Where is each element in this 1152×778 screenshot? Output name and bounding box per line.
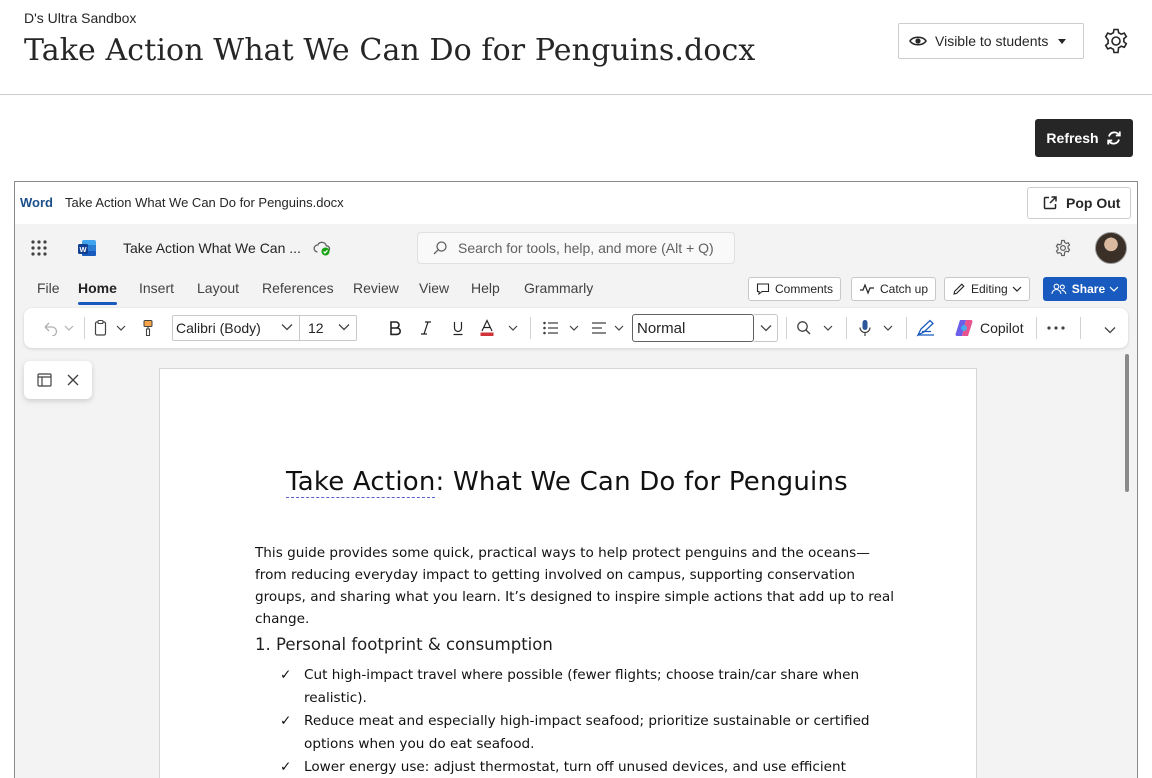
chevron-down-icon bbox=[760, 324, 772, 332]
word-title-bar bbox=[15, 224, 1137, 272]
chevron-down-icon bbox=[338, 323, 350, 331]
copilot-button[interactable] bbox=[954, 316, 1034, 340]
document-viewer-frame bbox=[14, 181, 1138, 778]
refresh-icon bbox=[1106, 130, 1122, 146]
pencil-icon bbox=[952, 282, 966, 296]
tab-home[interactable]: Home bbox=[78, 280, 117, 296]
tab-grammarly[interactable]: Grammarly bbox=[524, 280, 594, 296]
undo-button[interactable] bbox=[38, 316, 78, 340]
chevron-down-icon bbox=[281, 323, 293, 331]
search-icon bbox=[432, 240, 448, 256]
heading-rest: : What We Can Do for Penguins bbox=[435, 467, 848, 497]
list-item-text: Lower energy use: adjust thermostat, turn off unused devices, and use efficient bbox=[304, 759, 846, 775]
check-mark-icon: ✓ bbox=[280, 759, 292, 775]
underline-icon bbox=[451, 320, 465, 336]
cloud-saved-icon[interactable] bbox=[313, 239, 331, 257]
word-online-app bbox=[15, 224, 1137, 778]
ribbon-toolbar bbox=[24, 308, 1128, 348]
toolbar-divider bbox=[1036, 317, 1037, 339]
style-value: Normal bbox=[637, 319, 686, 337]
italic-button[interactable] bbox=[415, 316, 437, 340]
copilot-label: Copilot bbox=[980, 320, 1024, 336]
paste-button[interactable] bbox=[90, 316, 130, 340]
word-logo-icon bbox=[77, 238, 97, 258]
toolbar-divider bbox=[786, 317, 787, 339]
visibility-label: Visible to students bbox=[935, 33, 1049, 49]
chevron-down-icon bbox=[1012, 286, 1022, 292]
search-input[interactable] bbox=[417, 232, 735, 264]
tab-references[interactable]: References bbox=[262, 280, 334, 296]
refresh-label: Refresh bbox=[1046, 130, 1099, 146]
eye-icon bbox=[909, 34, 927, 48]
people-icon bbox=[1051, 282, 1067, 296]
share-button[interactable] bbox=[1043, 277, 1127, 301]
pop-out-icon bbox=[1042, 195, 1058, 211]
alignment-button[interactable] bbox=[590, 316, 628, 340]
chevron-down-icon bbox=[1109, 286, 1119, 292]
paintbrush-icon bbox=[141, 319, 155, 337]
pop-out-button[interactable] bbox=[1027, 187, 1131, 219]
clipboard-icon bbox=[93, 319, 127, 337]
copilot-icon bbox=[954, 318, 974, 338]
vertical-scrollbar[interactable] bbox=[1125, 354, 1129, 492]
document-intro-paragraph: This guide provides some quick, practical ways to help protect penguins and the oceans—from reducing everyday impact to getting involved on campus, supporting conservation groups, and sharing what you learn. It’s designed to inspire simple actions that add up to real change. bbox=[255, 545, 895, 627]
lms-header bbox=[0, 0, 1152, 95]
search-icon bbox=[796, 320, 836, 336]
styles-expand-button[interactable] bbox=[754, 314, 778, 342]
editing-mode-button[interactable] bbox=[944, 277, 1030, 301]
toolbar-divider bbox=[1080, 317, 1081, 339]
activity-icon bbox=[859, 283, 875, 295]
list-item-text: Cut high-impact travel where possible (fewer flights; choose train/car share when realistic). bbox=[304, 667, 860, 706]
comments-button[interactable] bbox=[748, 277, 841, 301]
bold-icon bbox=[388, 320, 402, 336]
share-label: Share bbox=[1071, 282, 1106, 296]
microphone-icon bbox=[856, 319, 896, 337]
editor-pen-icon bbox=[916, 319, 936, 337]
word-document-name[interactable]: Take Action What We Can ... bbox=[123, 240, 301, 256]
tab-view[interactable]: View bbox=[419, 280, 450, 296]
chevron-down-icon bbox=[1104, 326, 1116, 334]
caret-down-icon bbox=[1058, 39, 1066, 44]
more-icon bbox=[1046, 325, 1066, 331]
svg-text:W: W bbox=[79, 245, 87, 254]
gear-icon[interactable] bbox=[1102, 27, 1130, 55]
list-item-text: Reduce meat and especially high-impact seafood; prioritize sustainable or certified options when you do eat seafood. bbox=[304, 713, 870, 752]
comments-label: Comments bbox=[775, 282, 834, 296]
tab-insert[interactable]: Insert bbox=[139, 280, 175, 296]
bullets-button[interactable] bbox=[540, 316, 584, 340]
comment-icon bbox=[756, 282, 770, 296]
editor-button[interactable] bbox=[914, 316, 938, 340]
ribbon-tabs bbox=[15, 272, 1137, 308]
catch-up-button[interactable] bbox=[851, 277, 936, 301]
toolbar-divider bbox=[530, 317, 531, 339]
align-left-icon bbox=[591, 320, 627, 336]
check-mark-icon: ✓ bbox=[280, 667, 292, 683]
visibility-dropdown[interactable] bbox=[898, 23, 1084, 59]
font-name-value: Calibri (Body) bbox=[176, 320, 261, 336]
underline-button[interactable] bbox=[447, 316, 469, 340]
action-checklist bbox=[280, 664, 880, 778]
tab-help[interactable]: Help bbox=[471, 280, 500, 296]
font-name-dropdown[interactable] bbox=[172, 315, 300, 341]
document-page[interactable] bbox=[159, 368, 977, 778]
viewer-file-name: Take Action What We Can Do for Penguins.docx bbox=[65, 195, 344, 210]
font-size-value: 12 bbox=[308, 320, 324, 336]
bold-button[interactable] bbox=[384, 316, 406, 340]
tab-layout[interactable]: Layout bbox=[197, 280, 240, 296]
close-icon[interactable] bbox=[67, 374, 79, 386]
find-button[interactable] bbox=[794, 316, 838, 340]
editing-label: Editing bbox=[971, 282, 1008, 296]
font-color-button[interactable] bbox=[477, 316, 521, 340]
tab-file[interactable]: File bbox=[37, 280, 60, 296]
app-launcher-icon[interactable] bbox=[31, 240, 47, 256]
pop-out-label: Pop Out bbox=[1066, 195, 1121, 211]
settings-gear-icon[interactable] bbox=[1054, 239, 1072, 257]
page-title: Take Action What We Can Do for Penguins.docx bbox=[24, 33, 756, 68]
font-size-dropdown[interactable] bbox=[299, 315, 357, 341]
heading-prefix: Take Action bbox=[286, 467, 436, 497]
check-mark-icon: ✓ bbox=[280, 713, 292, 729]
toolbar-divider bbox=[84, 317, 85, 339]
format-painter-button[interactable] bbox=[136, 316, 160, 340]
undo-icon bbox=[41, 320, 75, 336]
catch-up-label: Catch up bbox=[880, 282, 929, 296]
list-item bbox=[280, 756, 880, 778]
toolbar-divider bbox=[846, 317, 847, 339]
bullet-list-icon bbox=[542, 320, 582, 336]
viewer-header bbox=[15, 182, 1137, 224]
navigation-pane-toggle bbox=[24, 361, 92, 399]
refresh-button[interactable] bbox=[1035, 119, 1133, 157]
tab-review[interactable]: Review bbox=[353, 280, 399, 296]
toolbar-divider bbox=[906, 317, 907, 339]
viewer-app-name: Word bbox=[20, 195, 53, 210]
list-item bbox=[280, 710, 880, 756]
expand-ribbon-button[interactable] bbox=[1100, 318, 1120, 342]
section-heading: 1. Personal footprint & consumption bbox=[255, 635, 553, 654]
user-avatar[interactable] bbox=[1095, 232, 1127, 264]
more-options-button[interactable] bbox=[1044, 316, 1068, 340]
course-name[interactable]: D's Ultra Sandbox bbox=[24, 10, 137, 26]
paragraph-style-dropdown[interactable] bbox=[632, 314, 754, 342]
italic-icon bbox=[419, 320, 433, 336]
list-item bbox=[280, 664, 880, 710]
font-color-icon bbox=[479, 319, 519, 337]
document-heading bbox=[286, 467, 848, 497]
search-placeholder: Search for tools, help, and more (Alt + Q) bbox=[458, 240, 714, 256]
navigation-pane-icon[interactable] bbox=[37, 373, 52, 387]
dictate-button[interactable] bbox=[854, 316, 898, 340]
